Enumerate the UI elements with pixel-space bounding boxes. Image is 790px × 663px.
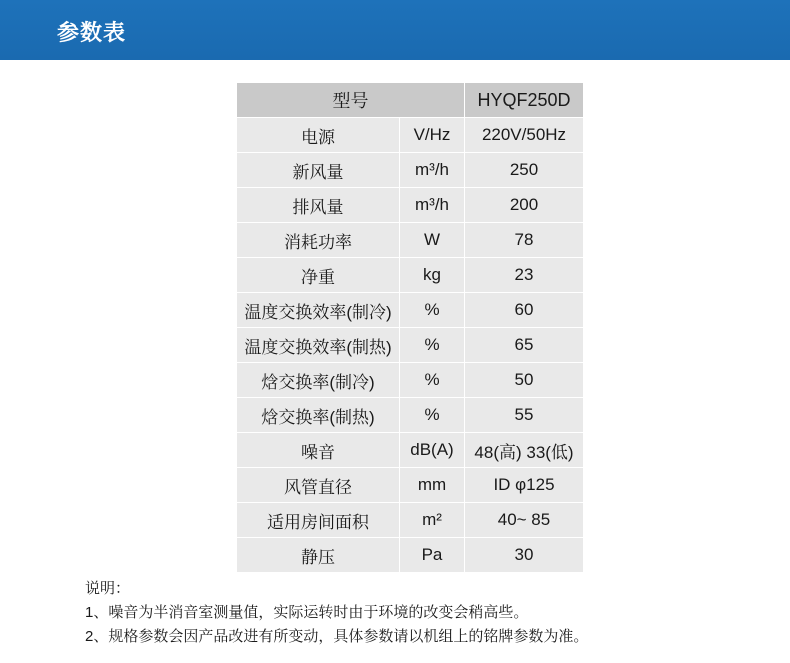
row-unit: W [400, 223, 465, 258]
table-row [237, 503, 584, 538]
table-header-row [237, 83, 584, 118]
row-value: 200 [465, 188, 584, 223]
notes-block [85, 577, 588, 649]
table-row [237, 258, 584, 293]
row-value: 78 [465, 223, 584, 258]
table-row [237, 468, 584, 503]
row-value: 23 [465, 258, 584, 293]
header-model-value: HYQF250D [465, 83, 584, 118]
row-value: 65 [465, 328, 584, 363]
table-row [237, 223, 584, 258]
row-unit: V/Hz [400, 118, 465, 153]
table-row [237, 363, 584, 398]
row-name: 静压 [237, 538, 400, 573]
notes-line-2: 2、规格参数会因产品改进有所变动，具体参数请以机组上的铭牌参数为准。 [85, 628, 589, 645]
row-unit: m³/h [400, 188, 465, 223]
row-value: 48(高) 33(低) [465, 433, 584, 468]
page-title: 参数表 [57, 20, 127, 45]
row-name: 噪音 [237, 433, 400, 468]
row-unit: Pa [400, 538, 465, 573]
spec-table [236, 82, 584, 573]
row-unit: % [400, 328, 465, 363]
row-unit: % [400, 398, 465, 433]
row-unit: dB(A) [400, 433, 465, 468]
table-row [237, 398, 584, 433]
row-name: 适用房间面积 [237, 503, 400, 538]
row-name: 温度交换效率(制冷) [237, 293, 400, 328]
row-name: 新风量 [237, 153, 400, 188]
row-unit: % [400, 363, 465, 398]
row-unit: kg [400, 258, 465, 293]
row-value: 60 [465, 293, 584, 328]
table-row [237, 433, 584, 468]
spec-table-container [236, 82, 584, 573]
table-row [237, 328, 584, 363]
row-value: 55 [465, 398, 584, 433]
table-row [237, 293, 584, 328]
row-name: 净重 [237, 258, 400, 293]
row-unit: % [400, 293, 465, 328]
row-name: 排风量 [237, 188, 400, 223]
row-value: 50 [465, 363, 584, 398]
row-value: 250 [465, 153, 584, 188]
header-banner [0, 0, 790, 60]
row-value: ID φ125 [465, 468, 584, 503]
row-name: 风管直径 [237, 468, 400, 503]
row-unit: mm [400, 468, 465, 503]
notes-title: 说明： [85, 580, 131, 597]
row-name: 焓交换率(制冷) [237, 363, 400, 398]
table-row [237, 153, 584, 188]
row-name: 焓交换率(制热) [237, 398, 400, 433]
table-row [237, 188, 584, 223]
notes-line-1: 1、噪音为半消音室测量值，实际运转时由于环境的改变会稍高些。 [85, 604, 529, 621]
table-row [237, 118, 584, 153]
row-value: 40~ 85 [465, 503, 584, 538]
row-name: 电源 [237, 118, 400, 153]
row-value: 30 [465, 538, 584, 573]
row-name: 温度交换效率(制热) [237, 328, 400, 363]
row-unit: m³/h [400, 153, 465, 188]
header-model-label: 型号 [237, 83, 465, 118]
table-row [237, 538, 584, 573]
row-unit: m² [400, 503, 465, 538]
row-value: 220V/50Hz [465, 118, 584, 153]
row-name: 消耗功率 [237, 223, 400, 258]
